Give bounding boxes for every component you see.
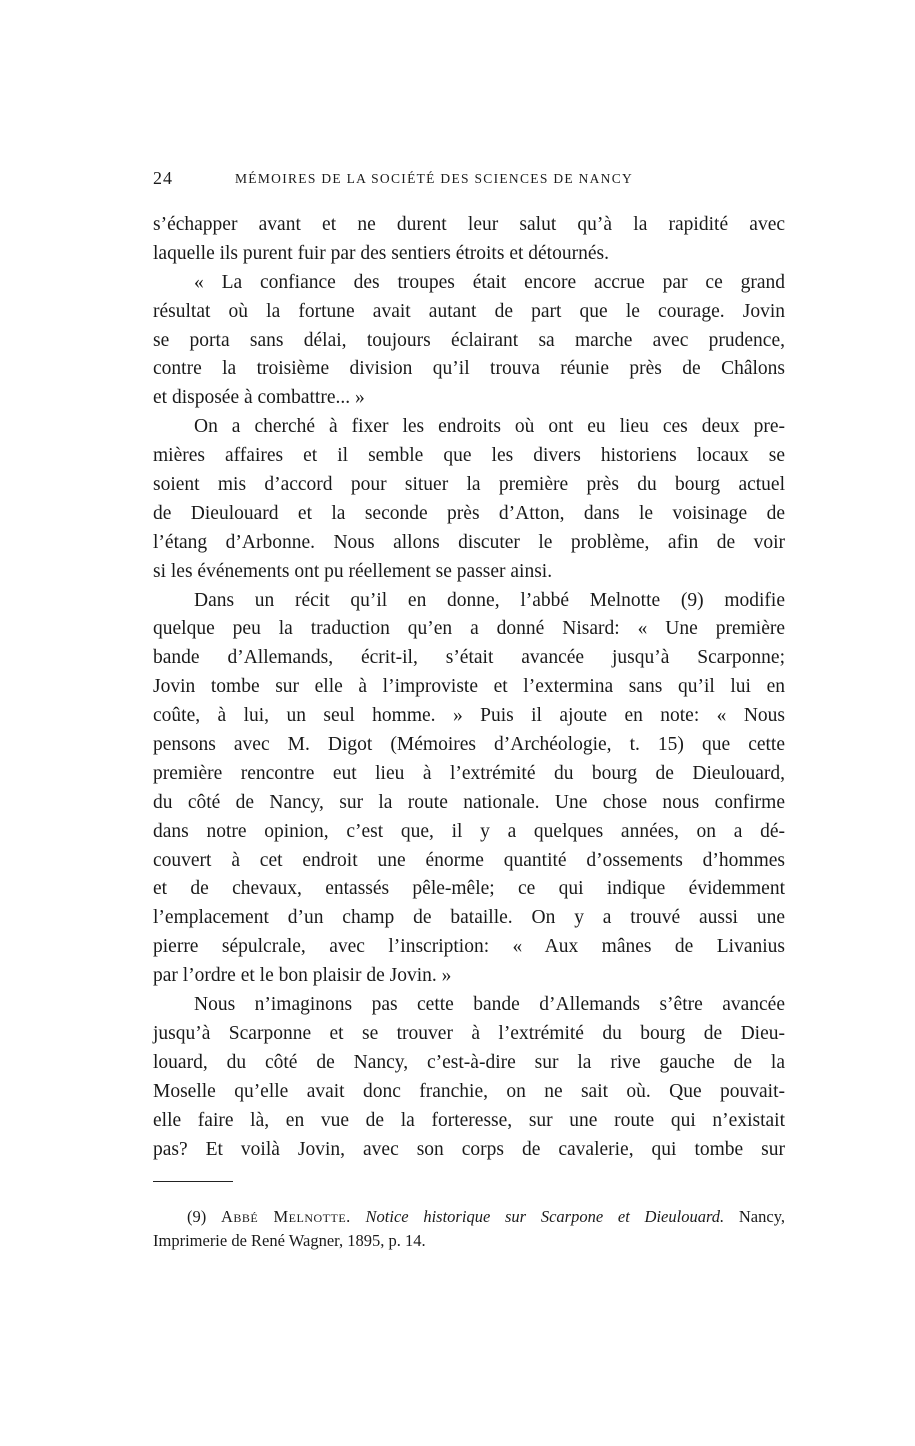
text-line: et de chevaux, entassés pêle-mêle; ce qui indique évidemment [153,878,785,900]
text-line: l’emplacement d’un champ de bataille. On y a trouvé aussi une [153,907,785,929]
text-line: par l’ordre et le bon plaisir de Jovin. » [153,965,452,987]
text-line: elle faire là, en vue de la forteresse, sur une route qui n’existait [153,1109,785,1131]
text-line: Moselle qu’elle avait donc franchie, on ne sait où. Que pouvait- [153,1080,785,1102]
text-line: contre la troisième division qu’il trouva réunie près de Châlons [153,358,785,380]
text-line: du côté de Nancy, sur la route nationale. Une chose nous confirme [153,791,785,813]
text-line: quelque peu la traduction qu’en a donné Nisard: « Une première [153,618,785,640]
text-line: laquelle ils purent fuir par des sentiers étroits et détournés. [153,242,609,264]
text-line: de Dieulouard et la seconde près d’Atton, dans le voisinage de [153,502,785,524]
text-line: pensons avec M. Digot (Mémoires d’Archéologie, t. 15) que cette [153,734,785,756]
footnote-line: Imprimerie de René Wagner, 1895, p. 14. [153,1231,426,1250]
footnote-title: Notice historique sur Scarpone et Dieulouard. [365,1207,725,1226]
page-number: 24 [153,168,173,188]
text-line: dans notre opinion, c’est que, il y a quelques années, on a dé- [153,820,785,842]
text-line: se porta sans délai, toujours éclairant sa marche avec prudence, [153,329,785,351]
text-line: pierre sépulcrale, avec l’inscription: « Aux mânes de Livanius [153,936,785,958]
footnote-line [153,1205,785,1229]
text-line: si les événements ont pu réellement se passer ainsi. [153,560,553,582]
text-line: bande d’Allemands, écrit-il, s’était avancée jusqu’à Scarponne; [153,647,785,669]
body-text [153,211,785,1164]
footnote [153,1205,785,1253]
text-line: Jovin tombe sur elle à l’improviste et l’extermina sans qu’il lui en [153,676,785,698]
text-line: mières affaires et il semble que les divers historiens locaux se [153,445,785,467]
text-line: louard, du côté de Nancy, c’est-à-dire sur la rive gauche de la [153,1051,785,1073]
text-line: et disposée à combattre... » [153,387,365,409]
text-line: Nous n’imaginons pas cette bande d’Allemands s’être avancée [194,994,785,1016]
text-line: On a cherché à fixer les endroits où ont eu lieu ces deux pre- [194,416,785,438]
text-line: « La confiance des troupes était encore accrue par ce grand [194,271,785,293]
footnote-place: Nancy, [738,1207,786,1226]
text-line: couvert à cet endroit une énorme quantité d’ossements d’hommes [153,849,785,871]
page-header [153,168,785,190]
text-line: s’échapper avant et ne durent leur salut qu’à la rapidité avec [153,214,785,235]
footnote-author: Abbé Melnotte. [221,1207,351,1226]
text-line: soient mis d’accord pour situer la première près du bourg actuel [153,474,785,496]
text-line: l’étang d’Arbonne. Nous allons discuter le problème, afin de voir [153,531,785,553]
text-line: coûte, à lui, un seul homme. » Puis il ajoute en note: « Nous [153,705,785,727]
footnote-divider [153,1181,233,1182]
text-line: résultat où la fortune avait autant de part que le courage. Jovin [153,300,785,322]
text-line: pas? Et voilà Jovin, avec son corps de cavalerie, qui tombe sur [153,1138,785,1160]
footnote-marker: (9) [187,1207,207,1226]
text-line: jusqu’à Scarponne et se trouver à l’extrémité du bourg de Dieu- [153,1022,785,1044]
running-head: MÉMOIRES DE LA SOCIÉTÉ DES SCIENCES DE NANCY [235,171,634,186]
text-line: Dans un récit qu’il en donne, l’abbé Melnotte (9) modifie [194,589,785,611]
text-line: première rencontre eut lieu à l’extrémité du bourg de Dieulouard, [153,762,785,784]
